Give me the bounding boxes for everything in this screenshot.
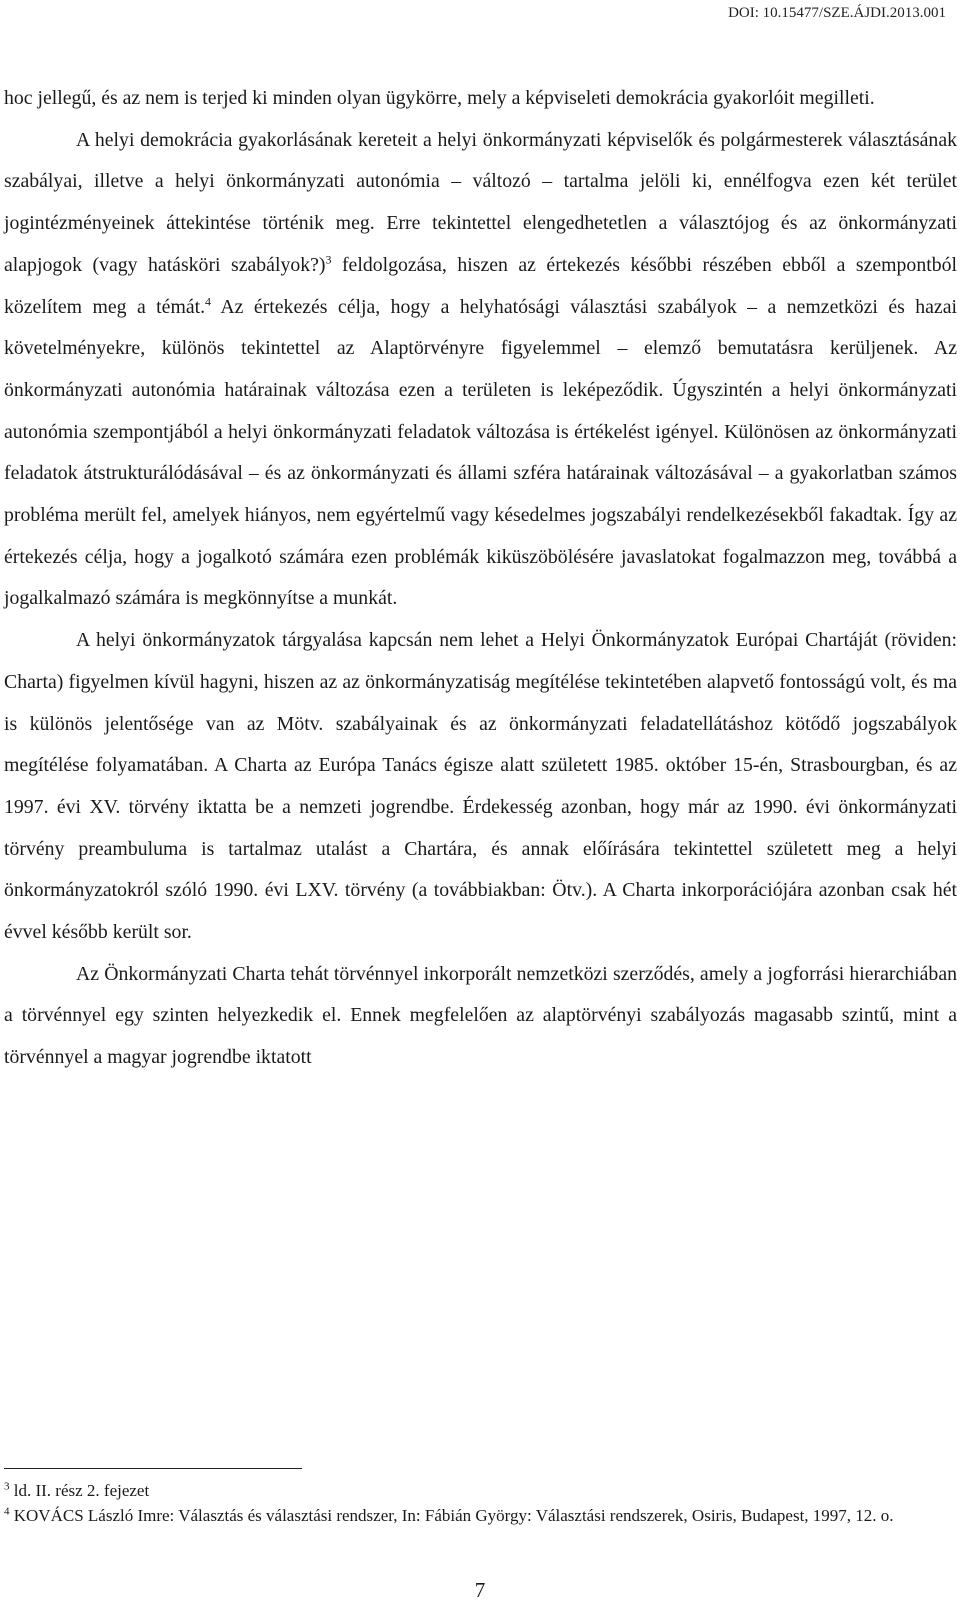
footnote-3 [4,1478,957,1503]
footnote-text: KOVÁCS László Imre: Választás és választási rendszer, In: Fábián György: Választási rendszerek, Osiris, Budapest, 1997, 12. o. [9,1506,894,1525]
paragraph-2 [4,120,957,620]
paragraph-4: Az Önkormányzati Charta tehát törvénnyel inkorporált nemzetközi szerződés, amely a jogforrási hierarchiában a törvénnyel egy szinten helyezkedik el. Ennek megfelelően az alaptörvényi szabályozás magasabb szintű, mint a törvénnyel a magyar jogrendbe iktatott [4,962,957,1069]
footnote-ref-4[interactable]: 4 [205,293,212,308]
paragraph-2-part-b: feldolgozása, hiszen az értekezés későbbi részében ebből a szempontból közelítem meg a témát. [4,253,957,318]
footnotes [4,1478,957,1528]
footnote-ref-3[interactable]: 3 [325,252,332,267]
footnote-text: ld. II. rész 2. fejezet [9,1481,150,1500]
paragraph-3: A helyi önkormányzatok tárgyalása kapcsán nem lehet a Helyi Önkormányzatok Európai Chartáját (röviden: Charta) figyelmen kívül hagyni, hiszen az az önkormányzatiság megítélése tekintetében alapvető fontosságú volt, és ma is különös jelentősége van az Mötv. szabályainak és az önkormányzati feladatellátáshoz kötődő jogszabályok megítélése folyamatában. A Charta az Európa Tanács égisze alatt született 1985. október 15-én, Strasbourgban, és az 1997. évi XV. törvény iktatta be a nemzeti jogrendbe. Érdekesség azonban, hogy már az 1990. évi önkormányzati törvény preambuluma is tartalmaz utalást a Chartára, és annak előírására tekintettel született meg a helyi önkormányzatokról szóló 1990. évi LXV. törvény (a továbbiakban: Ötv.). A Charta inkorporációjára azonban csak hét évvel később került sor. [4,629,957,944]
body-text [4,78,957,1079]
paragraph-1: hoc jellegű, és az nem is terjed ki minden olyan ügykörre, mely a képviseleti demokrácia gyakorlóit megilleti. [4,87,875,109]
doi-header: DOI: 10.15477/SZE.ÁJDI.2013.001 [728,5,946,21]
footnote-separator [4,1468,302,1469]
paragraph-2-part-c: Az értekezés célja, hogy a helyhatósági választási szabályok – a nemzetközi és hazai követelményekre, különös tekintettel az Alaptörvényre figyelemmel – elemző bemutatásra kerüljenek. Az önkormányzati autonómia határainak változása ezen a területen is leképeződik. Úgyszintén a helyi önkormányzati autonómia szempontjából a helyi önkormányzati feladatok változása is értékelést igényel. Különösen az önkormányzati feladatok átstrukturálódásával – és az önkormányzati és állami szféra határainak változásával – a gyakorlatban számos probléma merült fel, amelyek hiányos, nem egyértelmű vagy késedelmes jogszabályi rendelkezésekből fakadtak. Így az értekezés célja, hogy a jogalkotó számára ezen problémák kiküszöbölésére javaslatokat fogalmazzon meg, továbbá a jogalkalmazó számára is megkönnyítse a munkát. [4,295,957,610]
footnote-mark: 4 [4,1505,10,1518]
footnote-mark: 3 [4,1480,10,1493]
page-number: 7 [474,1578,486,1602]
footnote-4 [4,1503,957,1528]
paragraph-2-part-a: A helyi demokrácia gyakorlásának kereteit a helyi önkormányzati képviselők és polgármesterek választásának szabályai, illetve a helyi önkormányzati autonómia – változó – tartalma jelöli ki, ennélfogva ezen két terület jogintézményeinek áttekintése történik meg. Erre tekintettel elengedhetetlen a választójog és az önkormányzati alapjogok (vagy hatásköri szabályok?) [4,128,957,276]
